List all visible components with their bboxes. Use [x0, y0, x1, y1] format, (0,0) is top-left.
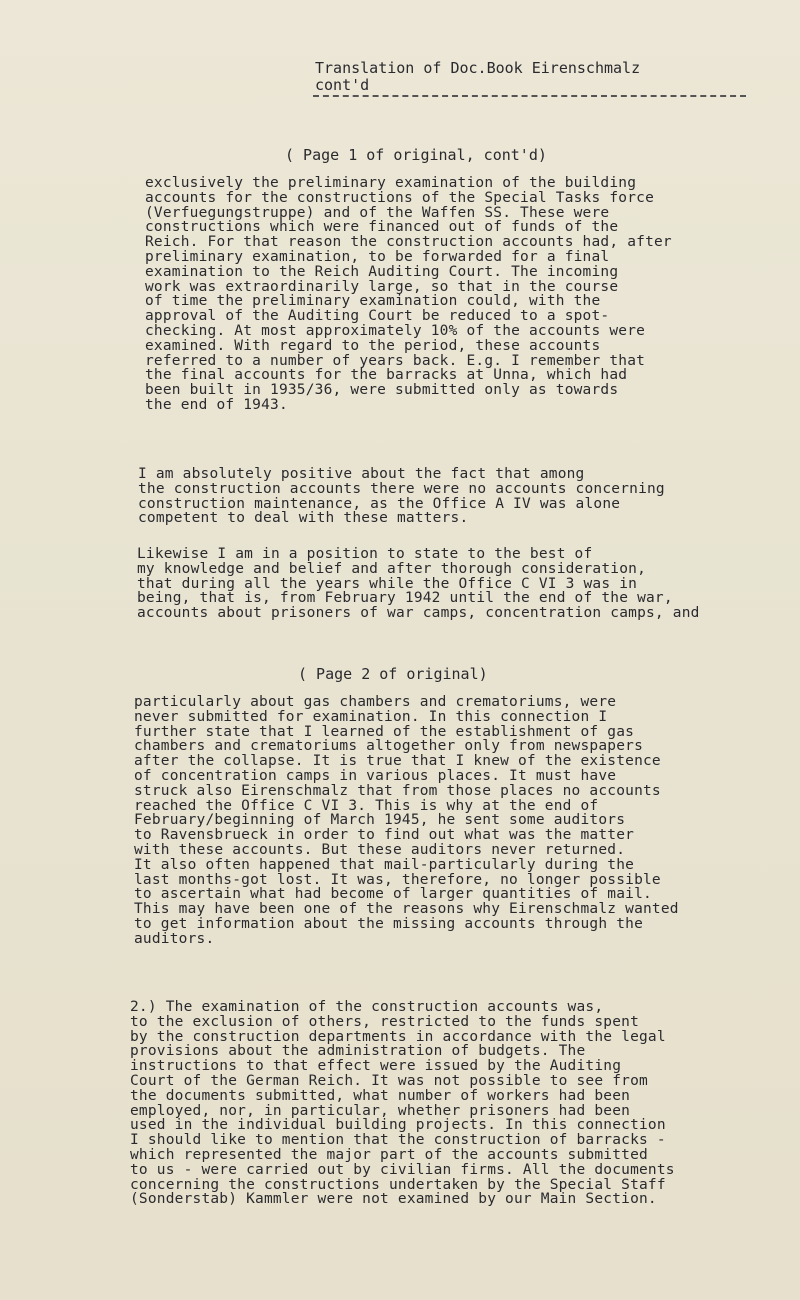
- text-line: never submitted for examination. In this connection I: [134, 709, 608, 725]
- paragraph-1: [145, 176, 672, 413]
- text-line: to ascertain what had become of larger quantities of mail.: [134, 887, 652, 903]
- text-line: February/beginning of March 1945, he sent some auditors: [134, 813, 626, 829]
- text-line: been built in 1935/36, were submitted only as towards: [145, 383, 619, 398]
- text-line: the documents submitted, what number of workers had been: [130, 1088, 631, 1104]
- text-line: struck also Eirenschmalz that from those places no accounts: [134, 783, 661, 799]
- text-line: instructions to that effect were issued by the Auditing: [130, 1059, 622, 1074]
- text-line: employed, nor, in particular, whether prisoners had been: [130, 1103, 631, 1119]
- text-line: approval of the Auditing Court be reduced to a spot-: [145, 309, 610, 324]
- text-line: after the collapse. It is true that I knew of the existence: [134, 754, 661, 769]
- text-line: by the construction departments in accordance with the legal: [130, 1029, 666, 1045]
- header-rule: [313, 95, 746, 97]
- text-line: referred to a number of years back. E.g. I remember that: [145, 353, 646, 369]
- text-line: of concentration camps in various places. It must have: [134, 768, 617, 784]
- text-line: last months-got lost. It was, therefore, no longer possible: [134, 872, 661, 888]
- text-line: used in the individual building projects. In this connection: [130, 1118, 666, 1134]
- text-line: examined. With regard to the period, these accounts: [145, 338, 601, 354]
- text-line: of time the preliminary examination could, with the: [145, 294, 601, 310]
- text-line: that during all the years while the Office C VI 3 was in: [137, 576, 638, 592]
- text-line: accounts about prisoners of war camps, concentration camps, and: [137, 606, 700, 621]
- text-line: It also often happened that mail-particularly during the: [134, 857, 635, 873]
- document-title: Translation of Doc.Book Eirenschmalz: [315, 60, 641, 77]
- page-marker-1: ( Page 1 of original, cont'd): [285, 146, 547, 164]
- text-line: to Ravensbrueck in order to find out what was the matter: [134, 828, 635, 843]
- page-marker-2: ( Page 2 of original): [298, 665, 488, 683]
- text-line: checking. At most approximately 10% of the accounts were: [145, 323, 646, 339]
- text-line: provisions about the administration of budgets. The: [130, 1044, 586, 1060]
- text-line: concerning the constructions undertaken by the Special Staff: [130, 1177, 666, 1193]
- text-line: Reich. For that reason the construction accounts had, after: [145, 235, 672, 250]
- text-line: the construction accounts there were no accounts concerning: [138, 481, 665, 497]
- text-line: constructions which were financed out of funds of the: [145, 220, 619, 236]
- text-line: I should like to mention that the construction of barracks -: [130, 1133, 666, 1148]
- text-line: auditors.: [134, 931, 215, 947]
- text-line: This may have been one of the reasons why Eirenschmalz wanted: [134, 902, 679, 917]
- text-line: (Verfuegungstruppe) and of the Waffen SS. These were: [145, 205, 610, 221]
- text-line: being, that is, from February 1942 until the end of the war,: [137, 591, 673, 607]
- text-line: examination to the Reich Auditing Court. The incoming: [145, 264, 619, 280]
- text-line: accounts for the constructions of the Special Tasks force: [145, 190, 654, 206]
- text-line: reached the Office C VI 3. This is why at the end of: [134, 798, 599, 814]
- text-line: to us - were carried out by civilian firms. All the documents: [130, 1162, 675, 1178]
- text-line: the final accounts for the barracks at Unna, which had: [145, 368, 628, 384]
- text-line: to get information about the missing accounts through the: [134, 916, 643, 932]
- text-line: to the exclusion of others, restricted to the funds spent: [130, 1014, 639, 1030]
- paragraph-2: [138, 467, 665, 526]
- text-line: particularly about gas chambers and crematoriums, were: [134, 695, 617, 710]
- text-line: I am absolutely positive about the fact that among: [138, 467, 585, 482]
- text-line: which represented the major part of the accounts submitted: [130, 1147, 648, 1163]
- text-line: construction maintenance, as the Office A IV was alone: [138, 496, 621, 512]
- text-line: exclusively the preliminary examination of the building: [145, 176, 637, 191]
- text-line: further state that I learned of the establishment of gas: [134, 724, 635, 740]
- text-line: work was extraordinarily large, so that in the course: [145, 279, 619, 295]
- paragraph-5: [130, 1000, 675, 1207]
- text-line: with these accounts. But these auditors never returned.: [134, 842, 626, 858]
- text-line: competent to deal with these matters.: [138, 511, 469, 527]
- text-line: (Sonderstab) Kammler were not examined by our Main Section.: [130, 1192, 657, 1208]
- document-subtitle: cont'd: [315, 77, 370, 94]
- text-line: 2.) The examination of the construction accounts was,: [130, 1000, 604, 1015]
- text-line: chambers and crematoriums altogether only from newspapers: [134, 739, 643, 755]
- text-line: Court of the German Reich. It was not possible to see from: [130, 1073, 648, 1089]
- text-line: Likewise I am in a position to state to the best of: [137, 547, 593, 562]
- document-header: [315, 60, 640, 94]
- paragraph-3: [137, 547, 700, 621]
- text-line: the end of 1943.: [145, 397, 288, 413]
- paragraph-4: [134, 695, 679, 947]
- text-line: preliminary examination, to be forwarded for a final: [145, 249, 610, 265]
- text-line: my knowledge and belief and after thorough consideration,: [137, 561, 646, 577]
